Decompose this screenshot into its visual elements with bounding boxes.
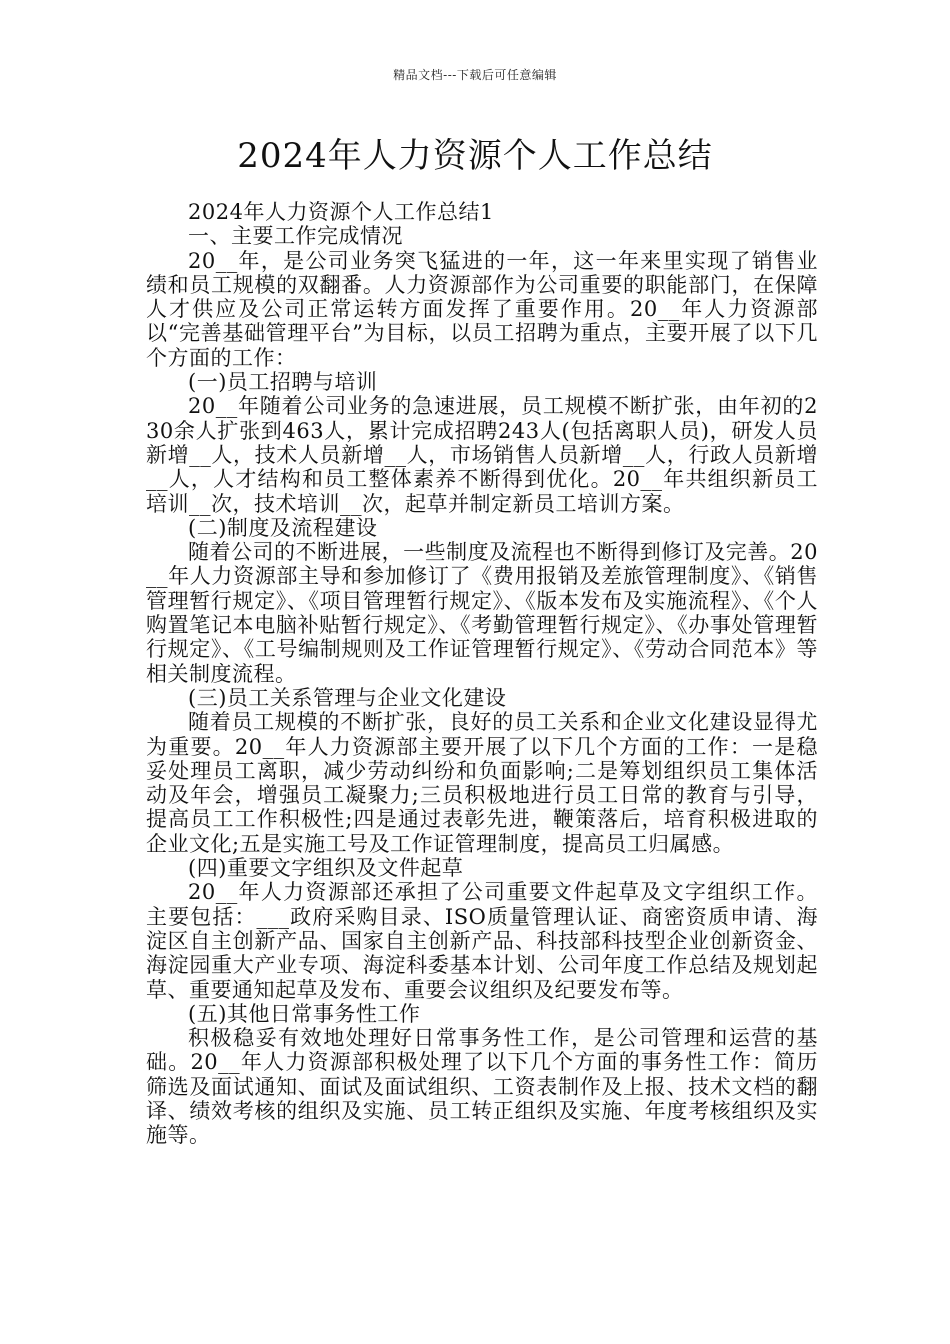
subsection-heading: (二)制度及流程建设 [188, 515, 378, 540]
document-body [146, 200, 818, 1148]
body-paragraph: 20__年随着公司业务的急速进展，员工规模不断扩张，由年初的230余人扩张到463人，累计完成招聘243人(包括离职人员)，研发人员新增__人，技术人员新增__人，市场销售人员新增__人，行政人员新增__人，人才结构和员工整体素养不断得到优化。20__年共组织新员工培训__次，技术培训__次，起草并制定新员工培训方案。 [146, 394, 818, 516]
document-title: 2024年人力资源个人工作总结 [237, 136, 713, 176]
body-paragraph: 20__年，是公司业务突飞猛进的一年，这一年来里实现了销售业绩和员工规模的双翻番。人力资源部作为公司重要的职能部门，在保障人才供应及公司正常运转方面发挥了重要作用。20__年人力资源部以“完善基础管理平台”为目标，以员工招聘为重点，主要开展了以下几个方面的工作： [146, 248, 818, 370]
subsection-heading: (五)其他日常事务性工作 [188, 1001, 421, 1026]
body-paragraph: 随着公司的不断进展，一些制度及流程也不断得到修订及完善。20__年人力资源部主导和参加修订了《费用报销及差旅管理制度》、《销售管理暂行规定》、《项目管理暂行规定》、《版本发布及实施流程》、《个人购置笔记本电脑补贴暂行规定》、《考勤管理暂行规定》、《办事处管理暂行规定》、《工号编制规则及工作证管理暂行规定》、《劳动合同范本》等相关制度流程。 [146, 540, 818, 686]
subtitle-paragraph: 2024年人力资源个人工作总结1 [188, 200, 494, 224]
body-paragraph: 20__年人力资源部还承担了公司重要文件起草及文字组织工作。主要包括：___政府采购目录、ISO质量管理认证、商密资质申请、海淀区自主创新产品、国家自主创新产品、科技部科技型企业创新资金、海淀园重大产业专项、海淀科委基本计划、公司年度工作总结及规划起草、重要通知起草及发布、重要会议组织及纪要发布等。 [146, 880, 818, 1002]
subsection-heading: (三)员工关系管理与企业文化建设 [188, 685, 507, 710]
section-heading: 一、主要工作完成情况 [188, 224, 403, 249]
subsection-heading: (四)重要文字组织及文件起草 [188, 856, 464, 881]
body-paragraph: 积极稳妥有效地处理好日常事务性工作，是公司管理和运营的基础。20__年人力资源部积极处理了以下几个方面的事务性工作：简历筛选及面试通知、面试及面试组织、工资表制作及上报、技术文档的翻译、绩效考核的组织及实施、员工转正组织及实施、年度考核组织及实施等。 [146, 1026, 818, 1148]
subsection-heading: (一)员工招聘与培训 [188, 370, 378, 395]
body-paragraph: 随着员工规模的不断扩张，良好的员工关系和企业文化建设显得尤为重要。20__年人力资源部主要开展了以下几个方面的工作：一是稳妥处理员工离职，减少劳动纠纷和负面影响;二是筹划组织员工集体活动及年会，增强员工凝聚力;三员积极地进行员工日常的教育与引导，提高员工工作积极性;四是通过表彰先进，鞭策落后，培育积极进取的企业文化;五是实施工号及工作证管理制度，提高员工归属感。 [146, 710, 818, 856]
header-note: 精品文档---下载后可任意编辑 [393, 68, 557, 82]
